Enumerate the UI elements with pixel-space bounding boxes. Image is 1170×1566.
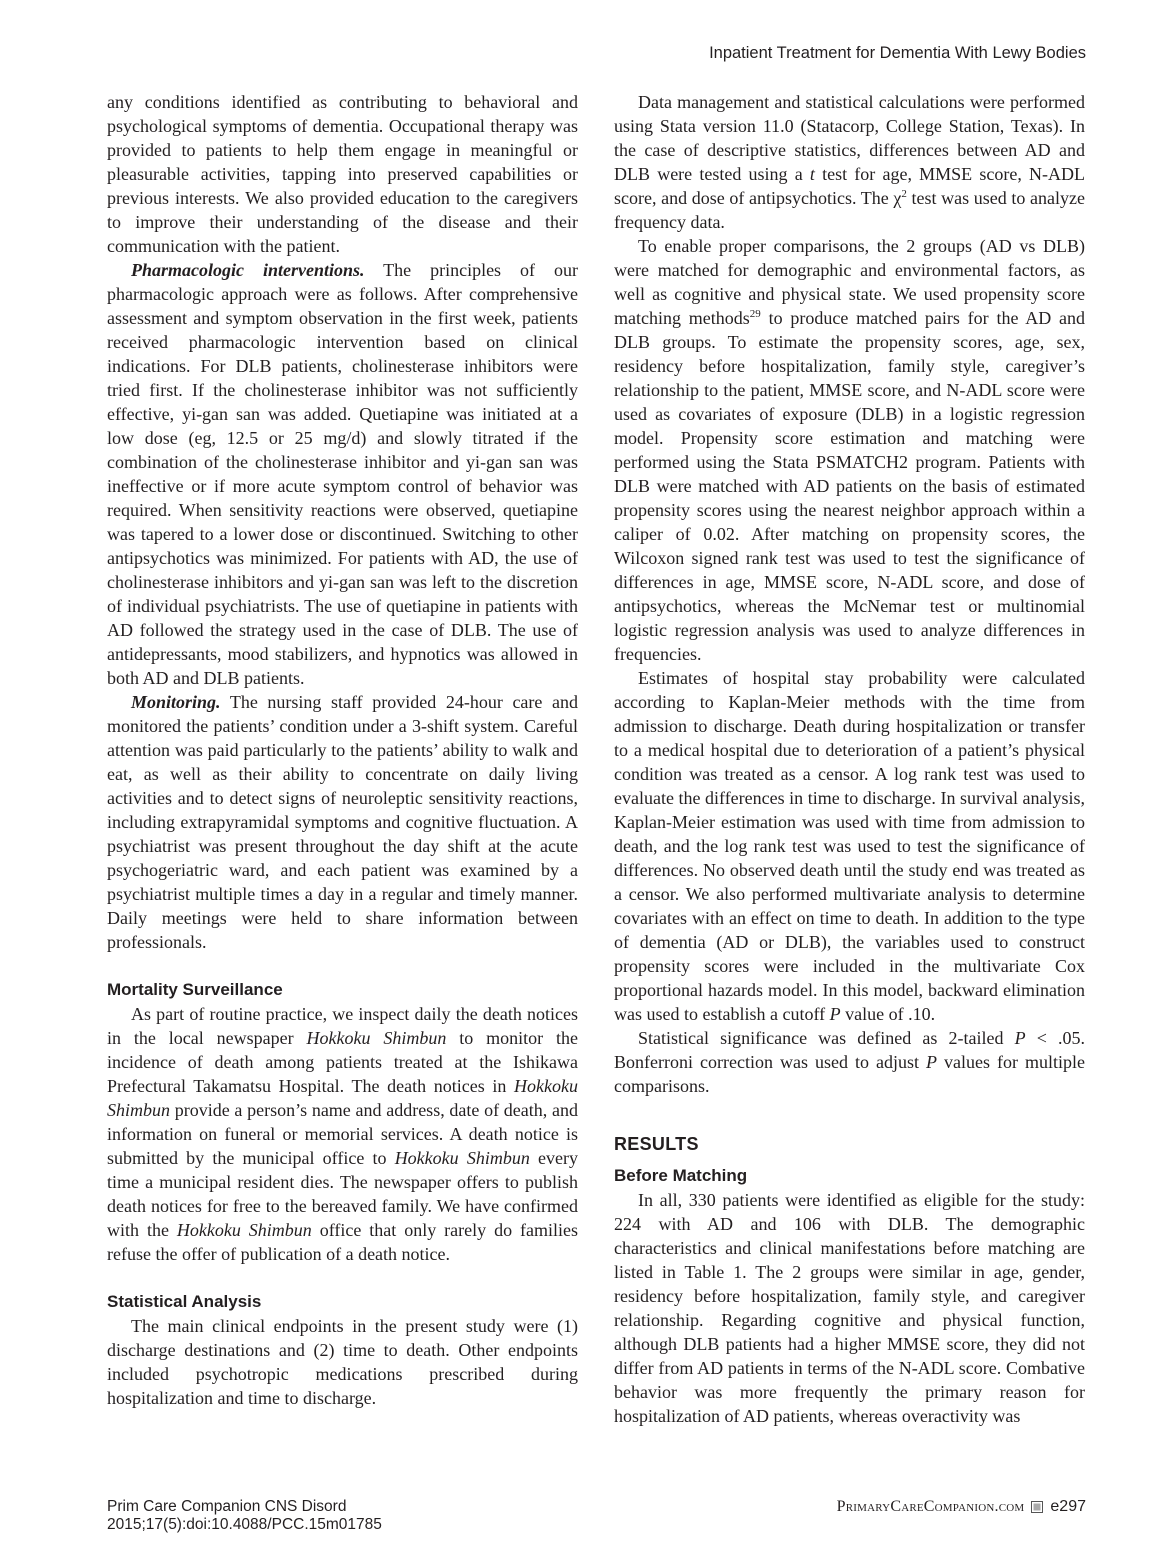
run-in-heading: Monitoring. [131, 692, 221, 712]
text-run: value of .10. [840, 1004, 936, 1024]
italic-text: P [829, 1004, 841, 1024]
footer-site [837, 1498, 1086, 1516]
text-run: office that only rarely do families refuse the offer of publication of a death notice. [107, 1220, 578, 1264]
text-run: Data management and statistical calculations were performed using Stata version 11.0 (Statacorp, College Station, Texas). In the case of descriptive statistics, differences between AD and DLB were tested using a [614, 92, 1085, 184]
superscript: 29 [749, 308, 761, 320]
heading-before-matching: Before Matching [614, 1166, 748, 1185]
left-column [107, 90, 578, 1410]
paragraph [614, 1026, 1085, 1098]
journal-name: Prim Care Companion CNS Disord [107, 1498, 347, 1515]
footer-citation [107, 1498, 382, 1534]
paragraph [614, 234, 1085, 666]
italic-text: P [1014, 1028, 1026, 1048]
text-run: Statistical significance was defined as 2-tailed [638, 1028, 1015, 1048]
text-run: < .05. Bonferroni correction was used to adjust [614, 1028, 1085, 1072]
paragraph [107, 90, 578, 258]
text-run: values for multiple comparisons. [614, 1052, 1086, 1096]
running-title: Inpatient Treatment for Dementia With Lewy Bodies [709, 44, 1086, 62]
italic-text: t [809, 164, 815, 184]
text-run: to monitor the incidence of death among patients treated at the Ishikawa Prefectural Takamatsu Hospital. The death notices in [107, 1028, 578, 1096]
text-run: to produce matched pairs for the AD and DLB groups. To estimate the propensity scores, age, sex, residency before hospitalization, family style, caregiver’s relationship to the patient, MMSE score, and N-ADL score were used as covariates of exposure (DLB) in a logistic regression model. Propensity score estimation and matching were performed using the Stata PSMATCH2 program. Patients with DLB were matched with AD patients on the basis of estimated propensity scores using the nearest neighbor approach within a caliper of 0.02. After matching on propensity scores, the Wilcoxon signed rank test was used to test the significance of differences in age, MMSE score, N-ADL score, and dose of antipsychotics, whereas the McNemar test or multinomial logistic regression analysis was used to analyze differences in frequencies. [614, 308, 1086, 664]
text-run: In all, 330 patients were identified as eligible for the study: 224 with AD and 106 with DLB. The demographic characteristics and clinical manifestations before matching are listed in Table 1. The 2 groups were similar in age, gender, residency before hospitalization, family style, and caregiver relationship. Regarding cognitive and physical function, although DLB patients had a higher MMSE score, they did not differ from AD patients in terms of the N-ADL score. Combative behavior was more frequently the primary reason for hospitalization of AD patients, whereas overactivity was [614, 1190, 1085, 1426]
text-run: any conditions identified as contributing to behavioral and psychological symptoms of dementia. Occupational therapy was provided to patients to help them engage in meaningful or pleasurable activities, tapping into preserved capabilities or previous interests. We also provided education to the caregivers to improve their understanding of the disease and their communication with the patient. [107, 92, 578, 256]
italic-text: Hokkoku Shimbun [107, 1076, 578, 1120]
paragraph [614, 666, 1085, 1026]
heading-results: RESULTS [614, 1134, 699, 1154]
heading-statistical-analysis: Statistical Analysis [107, 1292, 262, 1311]
heading-mortality-surveillance: Mortality Surveillance [107, 980, 283, 999]
site-link[interactable]: PrimaryCareCompanion.com [836, 1498, 1025, 1515]
italic-text: Hokkoku Shimbun [306, 1028, 447, 1048]
paragraph [614, 90, 1085, 234]
paragraph [107, 1314, 578, 1410]
paragraph [614, 1188, 1085, 1428]
text-run: Estimates of hospital stay probability were calculated according to Kaplan-Meier methods with the time from admission to discharge. Death during hospitalization or transfer to a medical hospital due to deterioration of a patient’s physical condition was treated as a censor. A log rank test was used to evaluate the differences in time to discharge. In survival analysis, Kaplan-Meier estimation was used with time from admission to death, and the log rank test was used to test the significance of differences. No observed death until the study end was treated as a censor. We also performed multivariate analysis to determine covariates with an effect on time to death. In addition to the type of dementia (AD or DLB), the variables used to construct propensity scores were included in the multivariate Cox proportional hazards model. In this model, backward elimination was used to establish a cutoff [614, 668, 1085, 1024]
text-run: The main clinical endpoints in the present study were (1) discharge destinations and (2) time to death. Other endpoints included psychotropic medications prescribed during hospitalization and time to discharge. [107, 1316, 578, 1408]
paragraph-monitoring [107, 690, 578, 954]
run-in-heading: Pharmacologic interventions. [131, 260, 365, 280]
page-number: e297 [1050, 1498, 1086, 1515]
italic-text: Hokkoku Shimbun [394, 1148, 530, 1168]
square-bullet-icon [1031, 1501, 1043, 1513]
text-run: To enable proper comparisons, the 2 groups (AD vs DLB) were matched for demographic and environmental factors, as well as cognitive and physical state. We used propensity score matching methods [614, 236, 1085, 328]
right-column [614, 90, 1085, 1428]
text-run: test was used to analyze frequency data. [614, 188, 1085, 232]
text-run: test for age, MMSE score, N-ADL score, and dose of antipsychotics. The χ [614, 164, 1085, 208]
text-run: As part of routine practice, we inspect daily the death notices in the local newspaper [107, 1004, 578, 1048]
italic-text: Hokkoku Shimbun [176, 1220, 312, 1240]
text-run: The nursing staff provided 24-hour care and monitored the patients’ condition under a 3-shift system. Careful attention was paid particularly to the patients’ ability to walk and eat, as well as their ability to concentrate on daily living activities and to detect signs of neuroleptic sensitivity reactions, including extrapyramidal symptoms and cognitive fluctuation. A psychiatrist was present throughout the day shift at the acute psychogeriatric ward, and each patient was examined by a psychiatrist multiple times a day in a regular and timely manner. Daily meetings were held to share information between professionals. [107, 692, 578, 952]
doi-citation: 2015;17(5):doi:10.4088/PCC.15m01785 [107, 1516, 382, 1533]
text-run: provide a person’s name and address, date of death, and information on funeral or memorial services. A death notice is submitted by the municipal office to [107, 1100, 578, 1168]
text-run: The principles of our pharmacologic approach were as follows. After comprehensive assessment and symptom observation in the first week, patients received pharmacologic intervention based on clinical indications. For DLB patients, cholinesterase inhibitors were tried first. If the cholinesterase inhibitor was not sufficiently effective, yi-gan san was added. Quetiapine was initiated at a low dose (eg, 12.5 or 25 mg/d) and slowly titrated if the combination of the cholinesterase inhibitor and yi-gan san was ineffective or if more acute symptom control of behavior was required. When sensitivity reactions were observed, quetiapine was tapered to a lower dose or discontinued. Switching to other antipsychotics was minimized. For patients with AD, the use of cholinesterase inhibitors and yi-gan san was left to the discretion of individual psychiatrists. The use of quetiapine in patients with AD followed the strategy used in the case of DLB. The use of antidepressants, mood stabilizers, and hypnotics was allowed in both AD and DLB patients. [107, 260, 578, 688]
paragraph [107, 1002, 578, 1266]
italic-text: P [926, 1052, 937, 1072]
text-run: every time a municipal resident dies. The newspaper offers to publish death notices for free to the bereaved family. We have confirmed with the [107, 1148, 578, 1240]
superscript: 2 [901, 188, 907, 200]
paragraph-pharmacologic-interventions [107, 258, 578, 690]
